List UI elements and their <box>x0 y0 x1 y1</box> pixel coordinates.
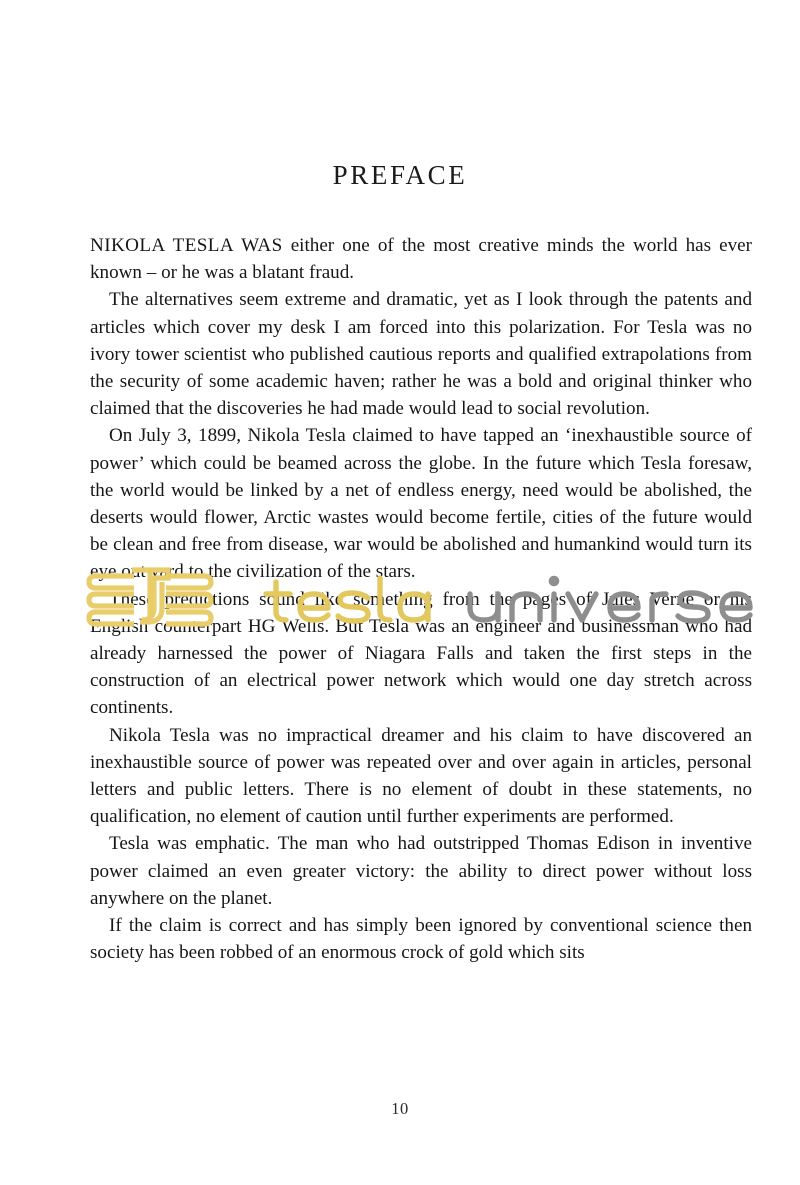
paragraph <box>90 232 752 286</box>
paragraph: These predictions sound like something from the pages of Jules Verne or his English counterpart HG Wells. But Tesla was an engineer and businessman who had already harnessed the power of Niagara Falls and taken the first steps in the construction of an electrical power network which would one day stretch across continents. <box>90 588 752 719</box>
page-number: 10 <box>391 1099 409 1118</box>
paragraph: The alternatives seem extreme and dramatic, yet as I look through the patents and articles which cover my desk I am forced into this polarization. For Tesla was no ivory tower scientist who published cautious reports and qualified extrapolations from the security of some academic haven; rather he was a bold and original thinker who claimed that the discoveries he had made would lead to social revolution. <box>90 289 752 420</box>
body-text-column <box>90 232 752 966</box>
paragraph: If the claim is correct and has simply been ignored by conventional science then society has been robbed of an enormous crock of gold which sits <box>90 915 752 964</box>
paragraph: Nikola Tesla was no impractical dreamer and his claim to have discovered an inexhaustible source of power was repeated over and over again in articles, personal letters and public letters. There is no element of doubt in these statements, no qualification, no element of caution until further experiments are performed. <box>90 724 752 828</box>
paragraph: On July 3, 1899, Nikola Tesla claimed to have tapped an ‘inexhaustible source of power’ which could be beamed across the globe. In the future which Tesla foresaw, the world would be linked by a net of endless energy, need would be abolished, the deserts would flower, Arctic wastes would become fertile, cities of the future would be clean and free from disease, war would be abolished and humankind would turn its eye outward to the civilization of the stars. <box>90 425 752 583</box>
opening-caps: NIKOLA TESLA WAS <box>90 235 283 256</box>
paragraph: Tesla was emphatic. The man who had outstripped Thomas Edison in inventive power claimed an even greater victory: the ability to direct power without loss anywhere on the planet. <box>90 833 752 909</box>
page-title: PREFACE <box>332 160 468 191</box>
paragraph-text: either one of the most creative minds the world has ever known – or he was a blatant fraud. <box>90 235 752 284</box>
